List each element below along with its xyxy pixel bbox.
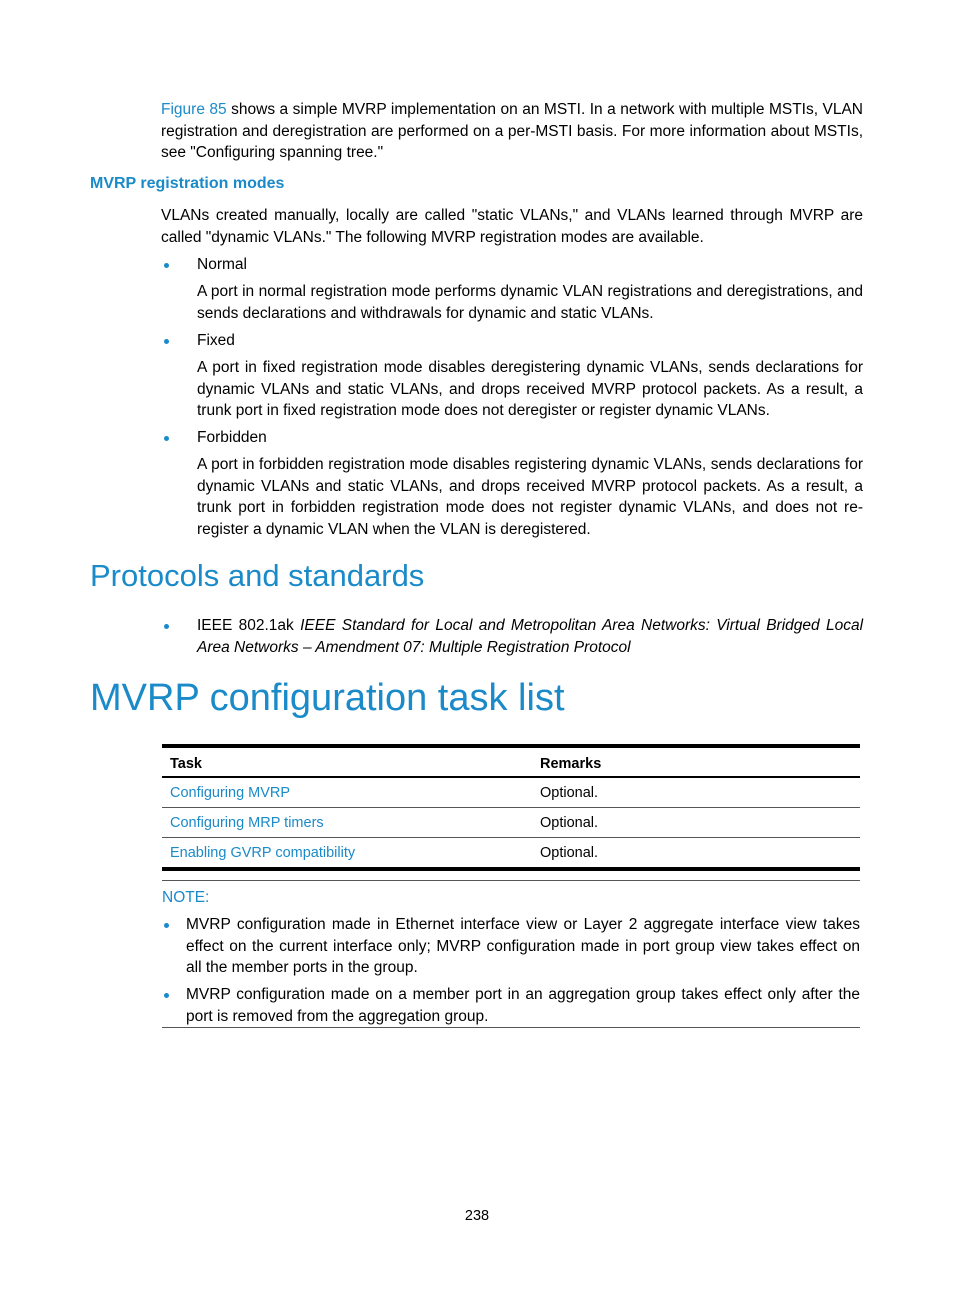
bullet-icon <box>164 993 169 998</box>
column-header-task: Task <box>170 756 202 772</box>
note-bottom-rule <box>162 1027 860 1028</box>
task-remarks: Optional. <box>532 808 860 838</box>
intro-text: shows a simple MVRP implementation on an MSTI. In a network with multiple MSTIs, VLAN registration and deregistration are performed on a per-MSTI basis. For more information about MSTIs, see "Configuring spanning tree." <box>161 101 863 161</box>
note-item: MVRP configuration made on a member port in an aggregation group takes effect only after the port is removed from the aggregation group. <box>186 986 860 1025</box>
bullet-icon <box>164 339 169 344</box>
note-item: MVRP configuration made in Ethernet interface view or Layer 2 aggregate interface view takes effect on the current interface only; MVRP configuration made in port group view takes effect on all the member ports in the group. <box>186 916 860 976</box>
table-row <box>162 808 860 838</box>
protocol-title: IEEE Standard for Local and Metropolitan Area Networks: Virtual Bridged Local Area Networks – Amendment 07: Multiple Registration Protocol <box>197 617 864 656</box>
table-header-row <box>162 746 860 777</box>
bullet-icon <box>164 436 169 441</box>
task-list-heading: MVRP configuration task list <box>90 677 565 719</box>
intro-paragraph <box>161 99 863 164</box>
table-row <box>162 777 860 808</box>
mode-desc-normal: A port in normal registration mode performs dynamic VLAN registrations and deregistrations, and sends declarations and withdrawals for dynamic and static VLANs. <box>197 283 863 322</box>
task-link-enabling-gvrp-compatibility[interactable]: Enabling GVRP compatibility <box>162 838 532 870</box>
page-number: 238 <box>464 1208 490 1224</box>
mode-desc-forbidden: A port in forbidden registration mode disables registering dynamic VLANs, sends declarations for dynamic VLANs and static VLANs, and drops received MVRP protocol packets. As a result, a trunk port in forbidden registration mode does not register dynamic VLANs, and does not re-register a dynamic VLAN when the VLAN is deregistered. <box>197 456 863 538</box>
mode-desc-fixed: A port in fixed registration mode disables deregistering dynamic VLANs, sends declarations for dynamic VLANs and static VLANs, and drops received MVRP protocol packets. As a result, a trunk port in fixed registration mode does not deregister or register dynamic VLANs. <box>197 359 863 419</box>
note-label: NOTE: <box>162 889 210 906</box>
task-remarks: Optional. <box>532 777 860 808</box>
table-row <box>162 838 860 870</box>
bullet-icon <box>164 923 169 928</box>
mode-name-fixed: Fixed <box>197 332 235 349</box>
task-link-configuring-mvrp[interactable]: Configuring MVRP <box>162 777 532 808</box>
task-link-configuring-mrp-timers[interactable]: Configuring MRP timers <box>162 808 532 838</box>
bullet-icon <box>164 624 169 629</box>
column-header-remarks: Remarks <box>540 756 602 772</box>
protocols-item <box>197 615 863 658</box>
protocols-heading: Protocols and standards <box>90 558 425 593</box>
registration-modes-heading: MVRP registration modes <box>90 175 285 192</box>
task-remarks: Optional. <box>532 838 860 870</box>
mode-name-forbidden: Forbidden <box>197 429 267 446</box>
figure-85-link[interactable]: Figure 85 <box>161 101 227 118</box>
mode-name-normal: Normal <box>197 256 247 273</box>
bullet-icon <box>164 263 169 268</box>
task-table <box>162 744 860 871</box>
note-top-rule <box>162 880 860 881</box>
registration-intro: VLANs created manually, locally are called "static VLANs," and VLANs learned through MVRP are called "dynamic VLANs." The following MVRP registration modes are available. <box>161 207 863 246</box>
protocol-id: IEEE 802.1ak <box>197 617 301 634</box>
